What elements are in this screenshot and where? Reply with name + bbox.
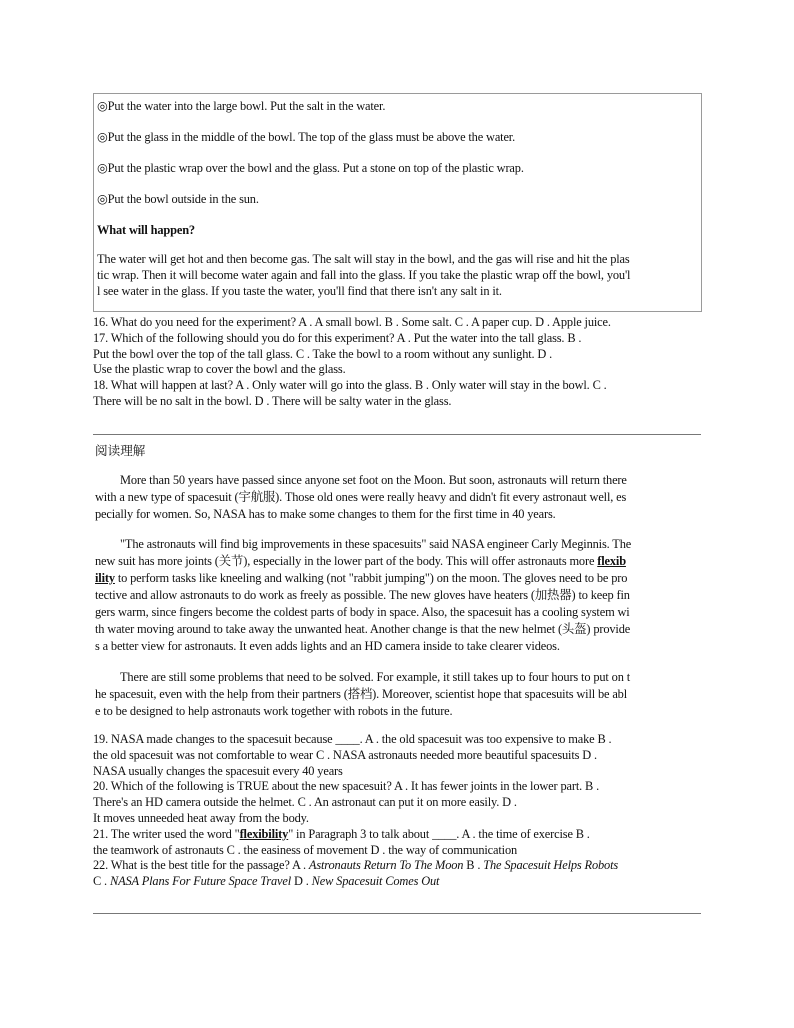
box-step-3: ◎Put the plastic wrap over the bowl and the glass. Put a stone on top of the plastic wrap.: [97, 161, 524, 175]
keyword-flexibility: flexib: [597, 554, 626, 568]
keyword-flexibility: flexibility: [239, 827, 289, 841]
box-answer-line: tic wrap. Then it will become water again and fall into the glass. If you take the plastic wrap off the bowl, you'l: [97, 268, 631, 282]
divider: [93, 434, 701, 435]
keyword-flexibility: ility: [95, 571, 115, 585]
question-22-line: C . NASA Plans For Future Space Travel D . New Spacesuit Comes Out: [93, 874, 440, 888]
option-d-title: New Spacesuit Comes Out: [311, 874, 440, 888]
option-b-title: The Spacesuit Helps Robots: [483, 858, 619, 872]
box-step-4: ◎Put the bowl outside in the sun.: [97, 192, 259, 206]
question-20-line: It moves unneeded heat away from the body.: [93, 811, 309, 825]
question-17-line: Put the bowl over the top of the tall glass. C . Take the bowl to a room without any sunlight. D .: [93, 347, 553, 361]
option-c-title: NASA Plans For Future Space Travel: [109, 874, 292, 888]
passage-line: tective and allow astronauts to do work as freely as possible. The new gloves have heaters (加热器) to keep fin: [95, 588, 630, 602]
question-18: 18. What will happen at last? A . Only water will go into the glass. B . Only water will stay in the bowl. C .: [93, 378, 607, 392]
question-16: 16. What do you need for the experiment? A . A small bowl. B . Some salt. C . A paper cup. D . Apple juice.: [93, 315, 611, 329]
experiment-box: [93, 93, 702, 312]
question-19-line: the old spacesuit was not comfortable to wear C . NASA astronauts needed more beautiful spacesuits D .: [93, 748, 597, 762]
question-22: 22. What is the best title for the passage? A . Astronauts Return To The Moon B . The Spacesuit Helps Robots: [93, 858, 619, 872]
box-step-2: ◎Put the glass in the middle of the bowl. The top of the glass must be above the water.: [97, 130, 516, 144]
box-answer-line: The water will get hot and then become gas. The salt will stay in the bowl, and the gas will rise and hit the plas: [97, 252, 630, 266]
passage-line: he spacesuit, even with the help from their partners (搭档). Moreover, scientist hope that spacesuits will be abl: [95, 687, 628, 701]
question-18-line: There will be no salt in the bowl. D . There will be salty water in the glass.: [93, 394, 452, 408]
passage-line: "The astronauts will find big improvements in these spacesuits" said NASA engineer Carly Meginnis. The: [120, 537, 632, 551]
question-17: 17. Which of the following should you do for this experiment? A . Put the water into the tall glass. B .: [93, 331, 582, 345]
question-19: 19. NASA made changes to the spacesuit because ____. A . the old spacesuit was too expensive to make B .: [93, 732, 612, 746]
passage-line: e to be designed to help astronauts work together with robots in the future.: [95, 704, 453, 718]
question-21: 21. The writer used the word "flexibility" in Paragraph 3 to talk about ____. A . the time of exercise B .: [93, 827, 590, 841]
passage-line: ility to perform tasks like kneeling and walking (not "rabbit jumping") on the moon. The gloves need to be pro: [95, 571, 628, 585]
box-heading: What will happen?: [97, 223, 195, 237]
question-19-line: NASA usually changes the spacesuit every 40 years: [93, 764, 343, 778]
passage-line: th water moving around to take away the unwanted heat. Another change is that the new helmet (头盔) provide: [95, 622, 631, 636]
passage-line: More than 50 years have passed since anyone set foot on the Moon. But soon, astronauts will return there: [120, 473, 627, 487]
box-answer-line: l see water in the glass. If you taste the water, you'll find that there isn't any salt in it.: [97, 284, 502, 298]
passage-line: pecially for women. So, NASA has to make some changes to them for the first time in 40 years.: [95, 507, 556, 521]
question-17-line: Use the plastic wrap to cover the bowl and the glass.: [93, 362, 346, 376]
passage-line: with a new type of spacesuit (宇航服). Those old ones were really heavy and didn't fit every astronaut well, es: [95, 490, 627, 504]
passage-line: There are still some problems that need to be solved. For example, it still takes up to four hours to put on t: [120, 670, 630, 684]
question-21-line: the teamwork of astronauts C . the easiness of movement D . the way of communication: [93, 843, 518, 857]
passage-line: s a better view for astronauts. It even adds lights and an HD camera inside to take clearer videos.: [95, 639, 560, 653]
option-a-title: Astronauts Return To The Moon: [308, 858, 464, 872]
question-20-line: There's an HD camera outside the helmet. C . An astronaut can put it on more easily. D .: [93, 795, 517, 809]
question-20: 20. Which of the following is TRUE about the new spacesuit? A . It has fewer joints in the lower part. B .: [93, 779, 600, 793]
passage-line: new suit has more joints (关节), especially in the lower part of the body. This will offer astronauts more flexib: [95, 554, 626, 568]
passage-line: gers warm, since fingers become the coldest parts of body in space. Also, the spacesuit has a cooling system wi: [95, 605, 630, 619]
section-heading: 阅读理解: [95, 443, 146, 458]
box-step-1: ◎Put the water into the large bowl. Put the salt in the water.: [97, 99, 386, 113]
divider: [93, 913, 701, 914]
